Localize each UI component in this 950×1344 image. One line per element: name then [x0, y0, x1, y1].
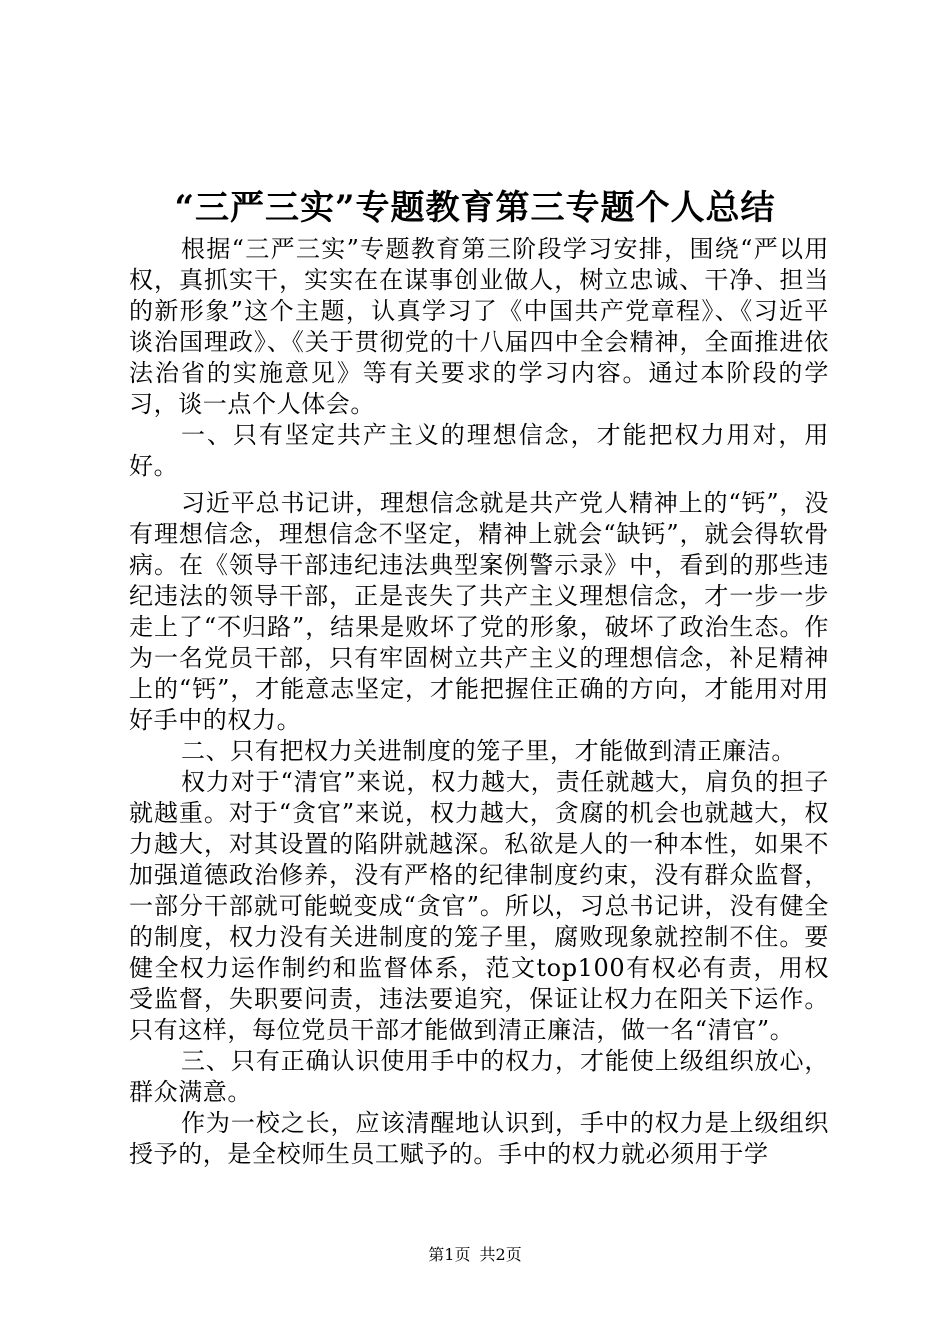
paragraph-section-3: 作为一校之长，应该清醒地认识到，手中的权力是上级组织授予的，是全校师生员工赋予的。手中的权力就必须用于学	[129, 1109, 829, 1168]
page-total: 共2页	[479, 1245, 522, 1264]
page-number: 第1页	[428, 1245, 471, 1264]
page-footer	[0, 1245, 950, 1265]
section-heading-2: 二、只有把权力关进制度的笼子里，才能做到清正廉洁。	[181, 737, 796, 765]
document-body	[129, 234, 829, 1170]
paragraph-intro: 根据“三严三实”专题教育第三阶段学习安排，围绕“严以用权，真抓实干，实实在在谋事创业做人，树立忠诚、干净、担当的新形象”这个主题，认真学习了《中国共产党章程》、《习近平谈治国理政》、《关于贯彻党的十八届四中全会精神，全面推进依法治省的实施意见》等有关要求的学习内容。通过本阶段的学习，谈一点个人体会。	[129, 235, 829, 418]
paragraph-section-2: 权力对于“清官”来说，权力越大，责任就越大，肩负的担子就越重。对于“贪官”来说，权力越大，贪腐的机会也就越大，权力越大，对其设置的陷阱就越深。私欲是人的一种本性，如果不加强道德政治修养，没有严格的纪律制度约束，没有群众监督，一部分干部就可能蜕变成“贪官”。所以，习总书记讲，没有健全的制度，权力没有关进制度的笼子里，腐败现象就控制不住。要健全权力运作制约和监督体系，范文top100有权必有责，用权受监督，失职要问责，违法要追究，保证让权力在阳关下运作。只有这样，每位党员干部才能做到清正廉洁，做一名“清官”。	[129, 768, 829, 1044]
paragraph-section-1: 习近平总书记讲，理想信念就是共产党人精神上的“钙”，没有理想信念，理想信念不坚定，精神上就会“缺钙”，就会得软骨病。在《领导干部违纪违法典型案例警示录》中，看到的那些违纪违法的领导干部，正是丧失了共产主义理想信念，才一步一步走上了“不归路”，结果是败坏了党的形象，破坏了政治生态。作为一名党员干部，只有牢固树立共产主义的理想信念，补足精神上的“钙”，才能意志坚定，才能把握住正确的方向，才能用对用好手中的权力。	[129, 489, 829, 734]
section-heading-1: 一、只有坚定共产主义的理想信念，才能把权力用对，用好。	[129, 421, 829, 480]
section-heading-3: 三、只有正确认识使用手中的权力，才能使上级组织放心，群众满意。	[129, 1047, 829, 1106]
document-title: “三严三实”专题教育第三专题个人总结	[174, 188, 776, 228]
